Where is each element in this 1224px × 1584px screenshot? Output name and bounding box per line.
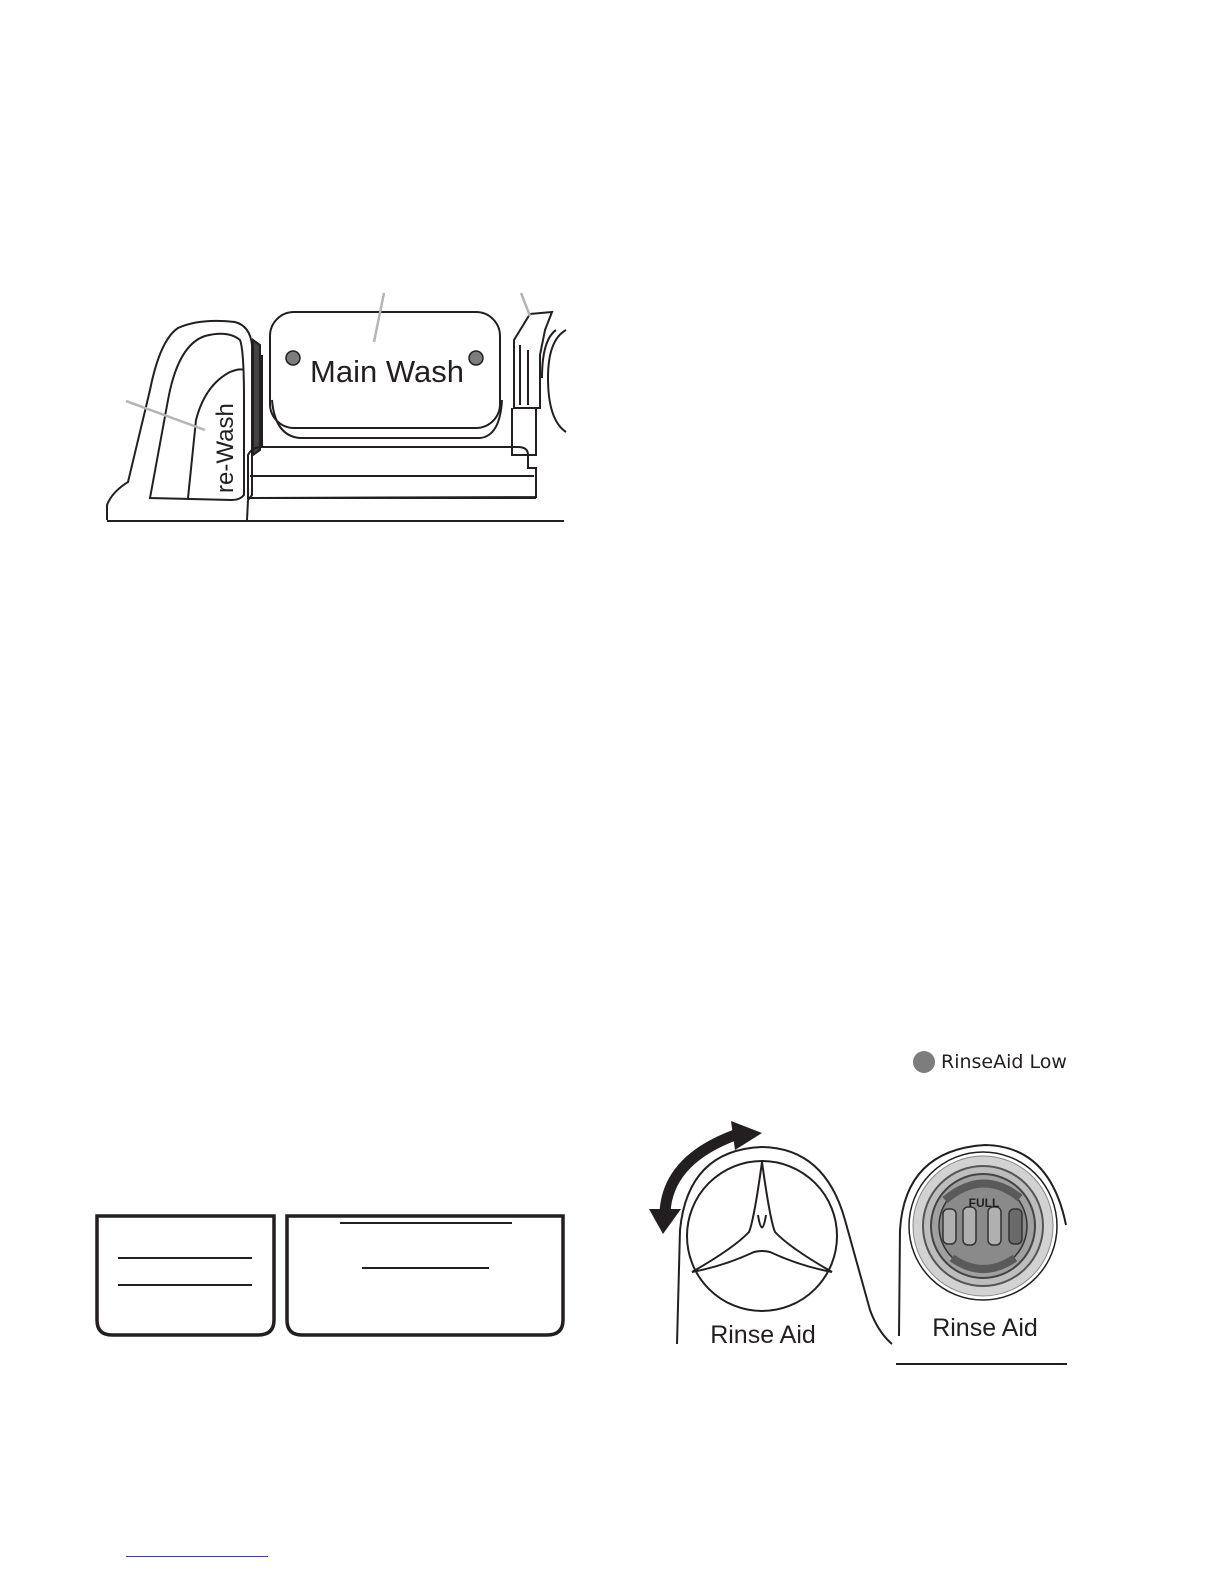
main-wash-label: Main Wash [310,354,464,389]
lid-screw-right [469,351,483,365]
dial-housing [677,1147,892,1344]
lid-screw-left [286,351,300,365]
dial-cap [687,1161,837,1311]
rinse-aid-low-indicator [913,1051,1067,1073]
rinse-cap-edge [548,330,566,432]
pre-wash-leader [126,401,205,430]
pre-wash-label: re-Wash [212,403,239,493]
gauge-label: Rinse Aid [932,1314,1038,1342]
main-wash-tray [248,447,536,498]
cup-side-strip [253,340,260,455]
detergent-dispenser-illustration [107,312,566,521]
gauge-full-label: FULL [968,1196,1000,1210]
rotation-arrow-icon [649,1121,762,1234]
rinse-aid-gauge-illustration [899,1145,1066,1336]
dial-label: Rinse Aid [710,1321,816,1349]
rinse-aid-dial-illustration [677,1147,892,1344]
indicator-label: RinseAid Low [941,1051,1067,1073]
blank-boxes [97,1216,563,1335]
latch-leader [521,293,530,316]
blank-box-right [287,1216,563,1335]
indicator-light-icon [913,1051,935,1073]
page-link-underline[interactable] [126,1556,268,1557]
dial-star-center [758,1215,766,1228]
blank-box-left [97,1216,274,1335]
